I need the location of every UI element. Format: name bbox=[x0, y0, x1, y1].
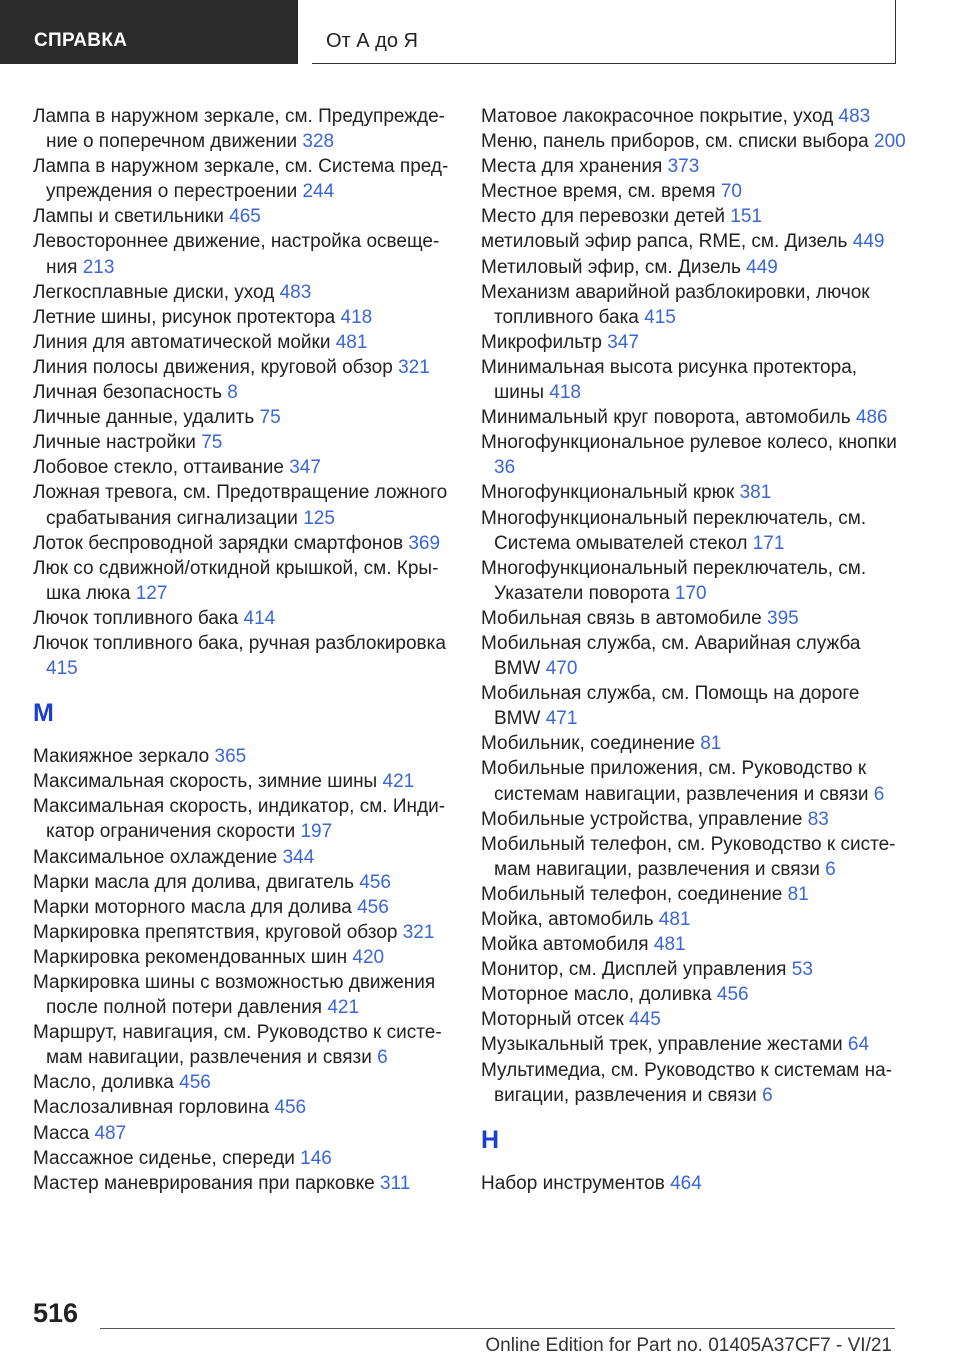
index-entry bbox=[481, 179, 911, 204]
page-reference-link[interactable]: 81 bbox=[700, 733, 722, 755]
page-reference-link[interactable]: 127 bbox=[135, 582, 168, 604]
page-header-title bbox=[312, 0, 896, 64]
index-entry-text: Мультимедиа, см. Руководство к системам навигации, развлечения и связи bbox=[481, 1059, 893, 1106]
index-entry bbox=[481, 104, 911, 129]
index-entry bbox=[33, 606, 458, 631]
page-reference-link[interactable]: 328 bbox=[302, 131, 335, 153]
index-entry-text: Мобильный телефон, см. Руководство к системам навигации, развлечения и связи bbox=[481, 833, 896, 880]
index-entry bbox=[33, 455, 458, 480]
page-reference-link[interactable]: 171 bbox=[752, 532, 785, 554]
index-column-left bbox=[33, 104, 458, 1196]
index-entry-text: Масло, доливка bbox=[33, 1072, 174, 1094]
page-reference-link[interactable]: 456 bbox=[357, 896, 389, 918]
page-reference-link[interactable]: 486 bbox=[855, 407, 888, 429]
index-entry-text: Личная безопасность bbox=[33, 382, 223, 404]
page-reference-link[interactable]: 347 bbox=[607, 331, 639, 353]
index-entry bbox=[481, 480, 911, 505]
index-entry bbox=[481, 204, 911, 229]
page-reference-link[interactable]: 6 bbox=[762, 1084, 773, 1106]
index-entry-text: Марки моторного масла для долива bbox=[33, 896, 352, 918]
index-entry-text: Лампа в наружном зеркале, см. Предупреждение о поперечном движении bbox=[33, 106, 445, 153]
page-reference-link[interactable]: 369 bbox=[408, 532, 441, 554]
index-entry bbox=[481, 280, 911, 330]
index-entry-text: Мобильная служба, см. Аварийная служба BMW bbox=[481, 632, 861, 680]
index-entry bbox=[481, 681, 911, 731]
index-entry-text: метиловый эфир рапса, RME, см. Дизель bbox=[481, 231, 848, 253]
index-entry bbox=[33, 1171, 458, 1196]
index-entry bbox=[33, 945, 458, 970]
page-reference-link[interactable]: 456 bbox=[274, 1097, 307, 1119]
header-title-text: От А до Я bbox=[326, 30, 418, 52]
index-entry-text: Максимальная скорость, индикатор, см. Индикатор ограничения скорости bbox=[33, 796, 446, 843]
index-entry bbox=[481, 982, 911, 1007]
index-entry-text: Метиловый эфир, см. Дизель bbox=[481, 256, 741, 278]
page-reference-link[interactable]: 81 bbox=[787, 883, 809, 905]
page-reference-link[interactable]: 200 bbox=[874, 131, 906, 153]
page-reference-link[interactable]: 421 bbox=[382, 771, 415, 793]
index-entry-text: Линия для автоматической мойки bbox=[33, 331, 331, 353]
index-entry-text: Мобильная служба, см. Помощь на дороге BMW bbox=[481, 683, 860, 730]
index-entry-text: Маркировка шины с возможностью движения после полной потери давления bbox=[33, 972, 436, 1019]
page-reference-link[interactable]: 481 bbox=[335, 331, 368, 353]
index-entry bbox=[33, 631, 458, 681]
page-reference-link[interactable]: 213 bbox=[82, 256, 115, 278]
index-entry bbox=[33, 970, 458, 1020]
index-entry-text: Места для хранения bbox=[481, 156, 663, 178]
index-entry-text: Набор инструментов bbox=[481, 1172, 665, 1194]
index-entry bbox=[481, 355, 911, 405]
index-entry bbox=[33, 870, 458, 895]
index-entry-text: Мобильная связь в автомобиле bbox=[481, 607, 762, 629]
index-entry-text: Моторное масло, доливка bbox=[481, 984, 712, 1006]
page-reference-link[interactable]: 481 bbox=[653, 934, 686, 956]
index-entry-text: Маркировка рекомендованных шин bbox=[33, 946, 348, 968]
index-entry bbox=[33, 895, 458, 920]
index-entry bbox=[33, 531, 458, 556]
index-entry-text: Многофункциональный переключатель, см. Система омывателей стекол bbox=[481, 507, 867, 554]
index-entry bbox=[481, 154, 911, 179]
page-reference-link[interactable]: 421 bbox=[327, 997, 360, 1019]
page-reference-link[interactable]: 244 bbox=[302, 181, 335, 203]
index-group-n bbox=[481, 1171, 911, 1196]
index-entry-text: Многофункциональный крюк bbox=[481, 482, 735, 504]
index-entry bbox=[481, 756, 911, 806]
index-entry bbox=[33, 1070, 458, 1095]
page-reference-link[interactable]: 6 bbox=[377, 1047, 388, 1069]
index-entry bbox=[33, 229, 458, 279]
index-entry-text: Личные данные, удалить bbox=[33, 407, 255, 429]
page-reference-link[interactable]: 418 bbox=[549, 382, 581, 404]
index-entry-text: Монитор, см. Дисплей управления bbox=[481, 959, 787, 981]
index-entry-text: Многофункциональный переключатель, см. Указатели поворота bbox=[481, 557, 867, 604]
index-entry-text: Местное время, см. время bbox=[481, 181, 716, 203]
index-entry-text: Левостороннее движение, настройка освещения bbox=[33, 231, 440, 278]
index-entry-text: Лобовое стекло, оттаивание bbox=[33, 457, 284, 479]
page-reference-link[interactable]: 151 bbox=[730, 206, 762, 228]
index-entry bbox=[481, 882, 911, 907]
letter-heading-n: H bbox=[481, 1125, 500, 1154]
index-entry-text: Летние шины, рисунок протектора bbox=[33, 306, 336, 328]
page-reference-link[interactable]: 125 bbox=[303, 507, 335, 529]
index-entry-text: Маршрут, навигация, см. Руководство к системам навигации, развлечения и связи bbox=[33, 1022, 442, 1069]
page-reference-link[interactable]: 321 bbox=[402, 921, 435, 943]
index-entry bbox=[481, 1032, 911, 1057]
page-reference-link[interactable]: 75 bbox=[259, 407, 281, 429]
index-entry bbox=[33, 355, 458, 380]
index-entry-text: Мобильный телефон, соединение bbox=[481, 883, 783, 905]
index-entry bbox=[33, 744, 458, 769]
index-entry-text: Лючок топливного бака, ручная разблокировка bbox=[33, 632, 446, 654]
index-entry bbox=[33, 845, 458, 870]
index-entry-text: Массажное сиденье, спереди bbox=[33, 1147, 295, 1169]
index-entry-text: Личные настройки bbox=[33, 432, 196, 454]
index-entry bbox=[481, 957, 911, 982]
page-reference-link[interactable]: 197 bbox=[300, 821, 333, 843]
page-reference-link[interactable]: 64 bbox=[847, 1034, 870, 1056]
index-entry bbox=[481, 807, 911, 832]
page-reference-link[interactable]: 415 bbox=[644, 306, 676, 328]
page-reference-link[interactable]: 483 bbox=[838, 106, 871, 127]
page-reference-link[interactable]: 456 bbox=[716, 984, 749, 1006]
section-tab[interactable] bbox=[0, 0, 298, 64]
index-entry-text: Макияжное зеркало bbox=[33, 746, 210, 768]
index-entry-text: Маслозаливная горловина bbox=[33, 1097, 270, 1119]
index-entry bbox=[33, 1020, 458, 1070]
page-reference-link[interactable]: 470 bbox=[545, 658, 578, 680]
page-reference-link[interactable]: 75 bbox=[201, 432, 223, 454]
index-entry-text: Лючок топливного бака bbox=[33, 607, 239, 629]
page-reference-link[interactable]: 487 bbox=[94, 1122, 127, 1144]
index-entry bbox=[33, 380, 458, 405]
page-reference-link[interactable]: 70 bbox=[720, 181, 742, 203]
page-reference-link[interactable]: 344 bbox=[282, 846, 315, 868]
index-entry bbox=[33, 920, 458, 945]
page-reference-link[interactable]: 456 bbox=[179, 1072, 211, 1094]
index-entry bbox=[481, 556, 911, 606]
index-entry-text: Марки масла для долива, двигатель bbox=[33, 871, 354, 893]
index-entry bbox=[481, 1007, 911, 1032]
index-entry bbox=[481, 1171, 911, 1196]
index-entry bbox=[481, 907, 911, 932]
page-reference-link[interactable]: 6 bbox=[825, 858, 836, 880]
index-entry-text: Мобильник, соединение bbox=[481, 733, 695, 755]
index-entry bbox=[481, 330, 911, 355]
page-reference-link[interactable]: 481 bbox=[658, 909, 691, 930]
page-reference-link[interactable]: 445 bbox=[629, 1009, 661, 1031]
index-entry-text: Легкосплавные диски, уход bbox=[33, 281, 275, 303]
page-reference-link[interactable]: 414 bbox=[243, 607, 276, 629]
index-entry bbox=[481, 631, 911, 681]
index-entry-text: Ложная тревога, см. Предотвращение ложного срабатывания сигнализации bbox=[33, 482, 448, 529]
letter-heading-m: M bbox=[33, 699, 54, 728]
page-reference-link[interactable]: 471 bbox=[545, 708, 578, 730]
page-reference-link[interactable]: 53 bbox=[791, 959, 813, 981]
page-reference-link[interactable]: 449 bbox=[746, 256, 778, 278]
index-entry-text: Маркировка препятствия, круговой обзор bbox=[33, 921, 398, 943]
page-reference-link[interactable]: 464 bbox=[670, 1172, 702, 1194]
index-entry-text: Лоток беспроводной зарядки смартфонов bbox=[33, 532, 404, 554]
page-reference-link[interactable]: 365 bbox=[214, 746, 247, 768]
index-entry bbox=[481, 832, 911, 882]
page-reference-link[interactable]: 420 bbox=[352, 946, 385, 968]
page-reference-link[interactable]: 347 bbox=[289, 457, 321, 479]
index-entry bbox=[33, 769, 458, 794]
index-entry-text: Люк со сдвижной/откидной крышкой, см. Крышка люка bbox=[33, 557, 439, 604]
index-entry-text: Мойка автомобиля bbox=[481, 934, 649, 956]
index-entry-text: Лампы и светильники bbox=[33, 206, 224, 228]
index-entry-text: Максимальное охлаждение bbox=[33, 846, 278, 868]
index-entry-text: Механизм аварийной разблокировки, лючок топливного бака bbox=[481, 281, 870, 328]
index-entry-text: Многофункциональное рулевое колесо, кнопки bbox=[481, 432, 897, 454]
page-reference-link[interactable]: 146 bbox=[300, 1147, 332, 1169]
index-entry-text: Матовое лакокрасочное покрытие, уход bbox=[481, 106, 834, 127]
footer-edition-text: Online Edition for Part no. 01405A37CF7 - VI/21 bbox=[485, 1335, 892, 1356]
page-reference-link[interactable]: 311 bbox=[379, 1172, 411, 1194]
footer-divider bbox=[100, 1328, 895, 1329]
index-entry bbox=[481, 405, 911, 430]
index-entry bbox=[33, 154, 458, 204]
index-entry-text: Меню, панель приборов, см. списки выбора bbox=[481, 131, 869, 153]
page-number: 516 bbox=[33, 1298, 79, 1328]
page-reference-link[interactable]: 483 bbox=[279, 281, 312, 303]
page-reference-link[interactable]: 170 bbox=[674, 582, 707, 604]
index-entry bbox=[33, 204, 458, 229]
index-entry-text: Мобильные приложения, см. Руководство к системам навигации, развлечения и связи bbox=[481, 758, 869, 805]
index-entry bbox=[33, 1095, 458, 1120]
index-entry-text: Минимальная высота рисунка протектора, шины bbox=[481, 356, 858, 404]
index-entry bbox=[33, 405, 458, 430]
page-reference-link[interactable]: 36 bbox=[494, 457, 516, 479]
index-entry-text: Минимальный круг поворота, автомобиль bbox=[481, 407, 851, 429]
index-entry bbox=[481, 229, 911, 254]
page-reference-link[interactable]: 449 bbox=[852, 231, 885, 253]
index-group-m bbox=[33, 744, 458, 1196]
index-entry bbox=[33, 1121, 458, 1146]
index-entry-text: Музыкальный трек, управление жестами bbox=[481, 1034, 843, 1056]
index-entry bbox=[33, 430, 458, 455]
page-reference-link[interactable]: 381 bbox=[739, 482, 772, 504]
index-entry bbox=[481, 932, 911, 957]
index-entry bbox=[481, 129, 911, 154]
page-reference-link[interactable]: 83 bbox=[807, 808, 829, 830]
index-entry-text: Мастер маневрирования при парковке bbox=[33, 1172, 375, 1194]
page-reference-link[interactable]: 415 bbox=[46, 658, 78, 680]
index-entry-text: Лампа в наружном зеркале, см. Система предупреждения о перестроении bbox=[33, 156, 449, 203]
page-reference-link[interactable]: 8 bbox=[227, 382, 238, 404]
page-reference-link[interactable]: 418 bbox=[340, 306, 373, 328]
index-entry bbox=[33, 1146, 458, 1171]
index-entry bbox=[33, 280, 458, 305]
index-entry bbox=[481, 255, 911, 280]
page-reference-link[interactable]: 456 bbox=[359, 871, 391, 893]
index-entry-text: Линия полосы движения, круговой обзор bbox=[33, 356, 393, 378]
page-reference-link[interactable]: 6 bbox=[873, 783, 885, 805]
index-entry bbox=[481, 606, 911, 631]
page-reference-link[interactable]: 395 bbox=[767, 607, 799, 629]
index-entry-text: Мойка, автомобиль bbox=[481, 909, 654, 930]
index-entry bbox=[481, 430, 911, 480]
index-group-m-cont bbox=[481, 104, 911, 1108]
page-reference-link[interactable]: 373 bbox=[667, 156, 700, 178]
index-column-right bbox=[481, 104, 911, 1196]
page-reference-link[interactable]: 465 bbox=[229, 206, 261, 228]
index-entry-text: Масса bbox=[33, 1122, 90, 1144]
index-entry bbox=[33, 104, 458, 154]
index-entry-text: Место для перевозки детей bbox=[481, 206, 726, 228]
page-reference-link[interactable]: 321 bbox=[398, 356, 430, 378]
index-entry-text: Моторный отсек bbox=[481, 1009, 624, 1031]
index-entry-text: Максимальная скорость, зимние шины bbox=[33, 771, 378, 793]
index-group-l bbox=[33, 104, 458, 681]
index-entry bbox=[33, 305, 458, 330]
index-entry-text: Микрофильтр bbox=[481, 331, 602, 353]
index-entry bbox=[33, 556, 458, 606]
index-entry bbox=[33, 794, 458, 844]
index-entry bbox=[481, 506, 911, 556]
index-entry bbox=[33, 480, 458, 530]
index-entry-text: Мобильные устройства, управление bbox=[481, 808, 803, 830]
index-entry bbox=[481, 1058, 911, 1108]
index-entry bbox=[33, 330, 458, 355]
section-label: СПРАВКА bbox=[34, 30, 128, 51]
index-entry bbox=[481, 731, 911, 756]
